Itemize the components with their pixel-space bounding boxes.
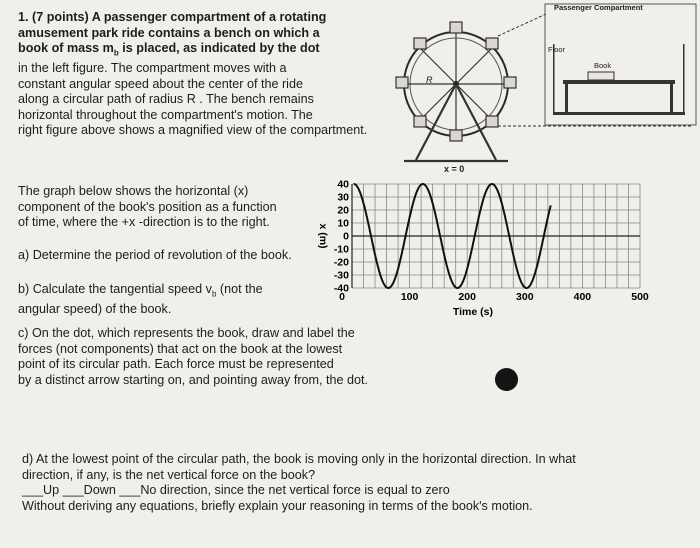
y-tick-label: -10 (333, 243, 349, 256)
y-tick-label: 20 (337, 204, 349, 217)
graph-intro-line: of time, where the +x -direction is to the right. (18, 215, 270, 229)
problem-line: in the left figure. The compartment moves with a (18, 61, 287, 76)
x-tick-label: 200 (458, 291, 476, 303)
problem-line (18, 41, 367, 61)
connector-line (498, 14, 546, 36)
part-c-line: forces (not components) that act on the book at the lowest (18, 341, 343, 356)
x-zero-label: x = 0 (444, 164, 465, 174)
speed-subscript: b (211, 289, 217, 299)
book-dot[interactable] (495, 368, 518, 391)
problem-line: constant angular speed about the center of the ride (18, 76, 303, 91)
part-d-explain: Without deriving any equations, briefly explain your reasoning in terms of the book's motion. (22, 498, 533, 513)
problem-line: horizontal throughout the compartment's motion. The (18, 107, 313, 122)
x-axis-label: Time (s) (452, 306, 493, 318)
problem-statement (18, 10, 367, 139)
ferris-wheel-figure (388, 3, 698, 184)
mass-subscript: b (113, 48, 119, 58)
compartment-floor (553, 112, 685, 115)
problem-line-part: is placed, as indicated by the dot (118, 41, 320, 55)
y-tick-label: 10 (337, 217, 349, 230)
part-b-text: (not the (216, 282, 263, 296)
problem-line: along a circular path of radius R . The bench remains (18, 92, 314, 107)
part-c (18, 326, 368, 388)
graph-intro (18, 184, 277, 231)
chart-grid (352, 184, 640, 288)
bench-top (563, 80, 675, 84)
position-time-graph (300, 176, 695, 326)
x-tick-label: 300 (516, 291, 534, 303)
part-c-line: c) On the dot, which represents the book, draw and label the (18, 326, 355, 340)
problem-line: 1. (7 points) A passenger compartment of a rotating (18, 10, 327, 24)
bench-leg (670, 84, 673, 112)
part-c-line: by a distinct arrow starting on, and pointing away from, the dot. (18, 372, 369, 387)
book-label: Book (594, 61, 612, 70)
part-d-line: d) At the lowest point of the circular path, the book is moving only in the horizontal direction. In what (22, 452, 576, 466)
problem-line: right figure above shows a magnified view of the compartment. (18, 123, 368, 138)
part-c-line: point of its circular path. Each force must be represented (18, 357, 334, 371)
part-d (22, 452, 576, 514)
compartment-right-wall (683, 44, 685, 114)
y-tick-label: -20 (333, 256, 349, 269)
radius-label: R (426, 75, 433, 85)
y-axis-label: x (m) (317, 223, 329, 249)
graph-intro-line: component of the book's position as a function (18, 199, 277, 214)
y-tick-label: -30 (333, 269, 349, 282)
floor-label: Floor (548, 45, 566, 54)
bench-leg (565, 84, 568, 112)
x-tick-label: 0 (339, 291, 345, 303)
part-b-text: b) Calculate the tangential speed v (18, 282, 212, 296)
part-b-line (18, 282, 263, 302)
compartment-left-wall (553, 44, 555, 114)
y-tick-label: 0 (343, 230, 349, 243)
y-axis-ticks (334, 179, 349, 295)
problem-line-part: book of mass m (18, 41, 114, 55)
book-shape (588, 72, 614, 80)
x-tick-label: 400 (573, 291, 592, 303)
part-b-line: angular speed) of the book. (18, 302, 172, 317)
part-d-line: direction, if any, is the net vertical force on the book? (22, 467, 316, 482)
x-tick-label: 100 (400, 291, 419, 303)
graph-intro-line: The graph below shows the horizontal (x) (18, 184, 249, 198)
y-tick-label: 40 (337, 178, 349, 191)
part-b (18, 282, 263, 318)
x-axis-ticks (339, 291, 649, 303)
problem-line: amusement park ride contains a bench on which a (18, 25, 320, 40)
part-d-options: ___Up ___Down ___No direction, since the net vertical force is equal to zero (22, 483, 450, 497)
y-tick-label: 30 (337, 191, 349, 204)
compartment-title: Passenger Compartment (554, 3, 643, 12)
part-a: a) Determine the period of revolution of the book. (18, 248, 292, 262)
y-tick-label: -40 (333, 282, 349, 295)
x-tick-label: 500 (631, 291, 649, 303)
